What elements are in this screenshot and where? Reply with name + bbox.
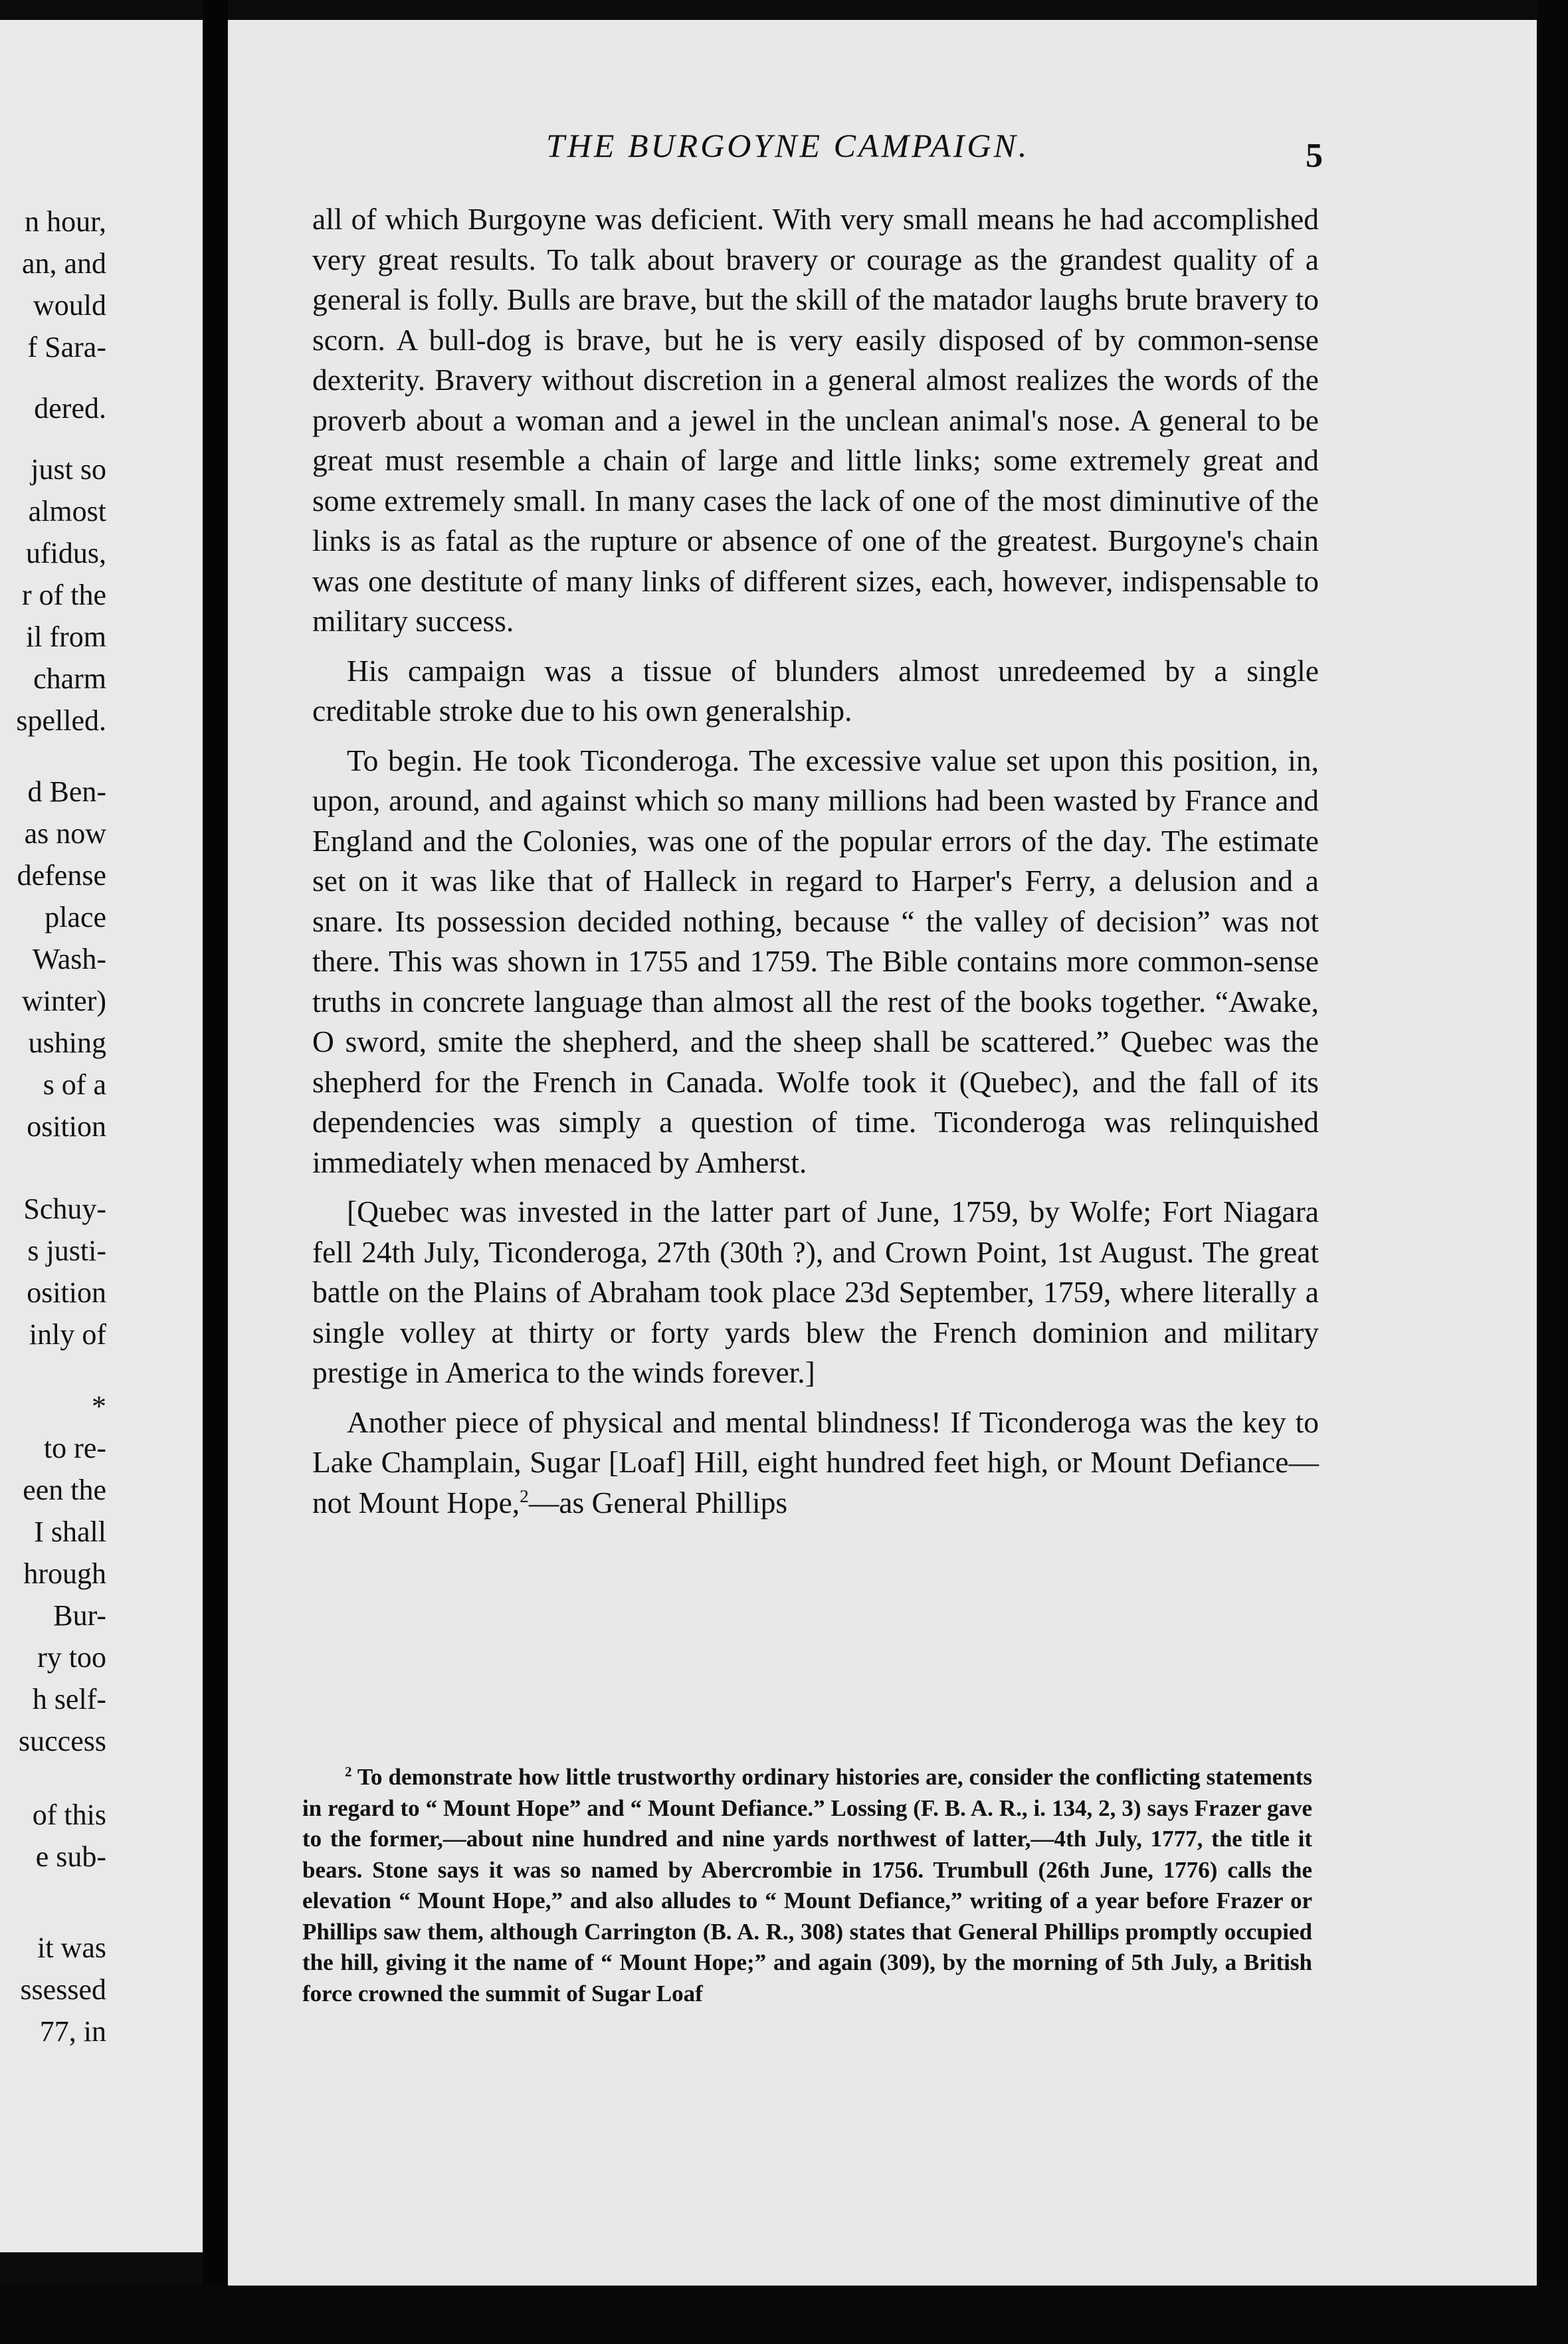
left-line: as now <box>24 817 106 850</box>
left-line: ushing <box>28 1026 106 1059</box>
left-line: ry too <box>37 1641 106 1674</box>
left-line: winter) <box>21 985 106 1017</box>
left-line: d Ben- <box>27 775 106 808</box>
page-edge-shadow <box>1537 0 1568 2344</box>
left-line: spelled. <box>16 704 106 737</box>
left-line: success <box>19 1725 106 1757</box>
footnote-text: To demonstrate how little trustworthy ordinary histories are, consider the conflicting statements in regard to “ Mount Hope” and “ Mount Defiance.” Lossing (F. B. A. R., i. 134, 2, 3) says Frazer gave to the former,—about nine hundred and nine yards northwest of latter,—4th July, 1777, the title it bears. Stone says it was so named by Abercrombie in 1756. Trumbull (26th June, 1776) calls the elevation “ Mount Hope,” and also alludes to “ Mount Defiance,” writing of a year before Frazer or Phillips saw them, although Carrington (B. A. R., 308) states that General Phillips promptly occupied the hill, giving it the name of “ Mount Hope;” and again (309), by the morning of 5th July, a British force crowned the summit of Sugar Loaf <box>302 1764 1312 2006</box>
left-line: ssessed <box>20 1973 106 2006</box>
left-line: osition <box>27 1276 106 1309</box>
paragraph: To begin. He took Ticonderoga. The excessive value set upon this position, in, upon, around, and against which so many millions had been wasted by France and England and the Colonies, was one of the popular errors of the day. The estimate set on it was like that of Halleck in regard to Harper's Ferry, a delusion and a snare. Its possession decided nothing, because “ the valley of decision” was not there. This was shown in 1755 and 1759. The Bible contains more common-sense truths in concrete language than almost all the rest of the books together. “Awake, O sword, smite the shepherd, and the sheep shall be scattered.” Quebec was the shepherd for the French in Canada. Wolfe took it (Quebec), and the fall of its dependencies was simply a question of time. Ticonderoga was relinquished immediately when menaced by Amherst. <box>312 743 1319 1179</box>
left-line: r of the <box>21 579 106 611</box>
paragraph: His campaign was a tissue of blunders almost unredeemed by a single creditable stroke due to his own generalship. <box>312 653 1319 728</box>
left-line: defense <box>17 859 106 892</box>
footnote-marker: 2 <box>345 1763 352 1780</box>
footnote <box>302 1762 1312 2009</box>
left-line: n hour, <box>25 205 106 238</box>
left-line: it was <box>37 1931 106 1964</box>
footnote-reference: 2 <box>520 1486 529 1506</box>
footnote-paragraph <box>302 1762 1312 2009</box>
left-line: hrough <box>23 1557 106 1590</box>
left-line: an, and <box>21 247 106 280</box>
left-line: h self- <box>32 1683 106 1715</box>
left-line: almost <box>28 495 106 528</box>
paragraph-text: Another piece of physical and mental blindness! If Ticonderoga was the key to Lake Champlain, Sugar [Loaf] Hill, eight hundred feet high, or Mount Defiance—not Mount Hope, <box>312 1405 1319 1519</box>
left-line: Schuy- <box>23 1193 106 1225</box>
left-line: il from <box>26 621 106 653</box>
left-line: s of a <box>43 1068 106 1101</box>
body-text <box>312 199 1319 1523</box>
left-line: would <box>33 289 106 322</box>
left-line: to re- <box>43 1432 106 1464</box>
left-line: of this <box>32 1799 106 1831</box>
left-line: charm <box>33 662 106 695</box>
previous-page-fragment <box>0 20 203 2252</box>
left-line: dered. <box>34 392 106 425</box>
left-line: just so <box>31 453 106 486</box>
paragraph: [Quebec was invested in the latter part of June, 1759, by Wolfe; Fort Niagara fell 24th July, Ticonderoga, 27th (30th ?), and Crown Point, 1st August. The great battle on the Plains of Abraham took place 23d September, 1759, where literally a single volley at thirty or forty yards blew the French dominion and military prestige in America to the winds forever.] <box>312 1195 1319 1389</box>
left-line: Wash- <box>32 943 106 975</box>
page-number: 5 <box>1306 137 1323 175</box>
left-line: inly of <box>29 1318 106 1351</box>
running-title: THE BURGOYNE CAMPAIGN. <box>546 127 1030 164</box>
paragraph-text: —as General Phillips <box>528 1485 788 1519</box>
paragraph: all of which Burgoyne was deficient. With very small means he had accomplished very great results. To talk about bravery or courage as the grandest quality of a general is folly. Bulls are brave, but the skill of the matador laughs brute bravery to scorn. A bull-dog is brave, but he is very easily disposed of by common-sense dexterity. Bravery without discretion in a general almost realizes the words of the proverb about a woman and a jewel in the unclean animal's nose. A general to be great must resemble a chain of large and little links; some extremely great and some extremely small. In many cases the lack of one of the most diminutive of the links is as fatal as the rupture or absence of one of the greatest. Burgoyne's chain was one destitute of many links of different sizes, each, however, indispensable to military success. <box>312 202 1319 638</box>
page-bottom-edge <box>0 2286 1568 2344</box>
left-line: place <box>45 901 106 933</box>
left-line: * <box>92 1390 106 1422</box>
left-line: een the <box>23 1474 106 1506</box>
left-line: Bur- <box>53 1599 106 1632</box>
paragraph <box>312 1403 1319 1523</box>
left-line: 77, in <box>39 2015 106 2048</box>
left-line: osition <box>27 1110 106 1143</box>
left-line: s justi- <box>27 1234 106 1267</box>
left-line: f Sara- <box>27 331 106 363</box>
left-line: e sub- <box>35 1840 106 1873</box>
book-gutter <box>203 0 228 2344</box>
left-line: ufidus, <box>26 537 106 569</box>
left-line: I shall <box>34 1515 106 1548</box>
